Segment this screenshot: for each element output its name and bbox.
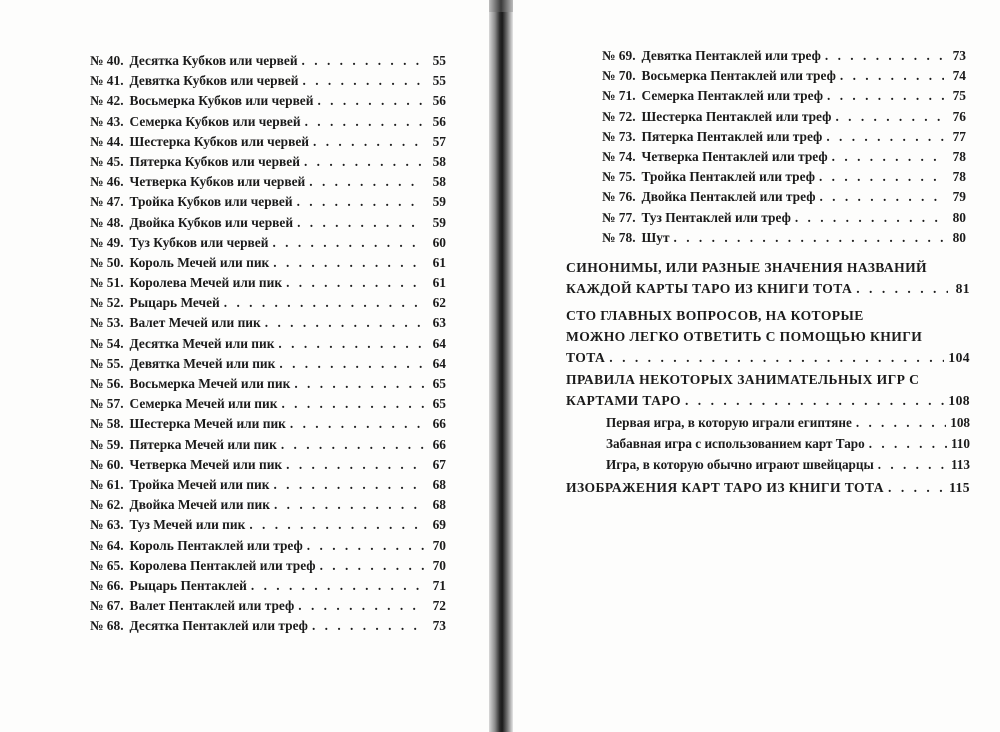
entry-page-number: 66 — [432, 436, 446, 452]
entry-title: Двойка Пентаклей или треф — [641, 189, 816, 205]
entry-title: Шестерка Пентаклей или треф — [641, 108, 832, 124]
dot-leader — [265, 313, 424, 333]
entry-title: Семерка Кубков или червей — [129, 113, 301, 129]
entry-title: Тройка Пентаклей или треф — [641, 169, 815, 185]
entry-title: Валет Пентаклей или треф — [129, 598, 295, 614]
dot-leader — [827, 86, 944, 106]
toc-subentry — [566, 454, 970, 475]
entry-page-number: 69 — [432, 517, 446, 533]
entry-page-number: 58 — [432, 174, 446, 190]
entry-title: Туз Мечей или пик — [129, 517, 246, 533]
entry-page-number: 56 — [432, 113, 446, 129]
entry-page-number: 55 — [432, 53, 446, 68]
toc-entry — [90, 495, 446, 515]
toc-entry — [90, 91, 446, 111]
toc-entry — [90, 515, 446, 535]
dot-leader — [856, 412, 946, 433]
dot-leader — [304, 152, 424, 172]
dot-leader — [251, 576, 424, 596]
subentry-title: Первая игра, в которую играли египтяне — [606, 414, 852, 430]
toc-entry — [90, 152, 446, 172]
entry-page-number: 68 — [432, 497, 446, 513]
entry-number: № 65. — [90, 557, 124, 573]
dot-leader — [273, 475, 424, 495]
entry-number: № 76. — [602, 189, 636, 205]
dot-leader — [273, 253, 424, 273]
entry-title: Королева Пентаклей или треф — [129, 557, 316, 573]
entry-number: № 56. — [90, 376, 124, 391]
entry-number: № 77. — [602, 209, 636, 225]
entry-title: Десятка Пентаклей или треф — [129, 618, 308, 634]
toc-entry — [602, 107, 966, 127]
toc-entry — [602, 127, 966, 147]
dot-leader — [685, 391, 944, 412]
entry-page-number: 73 — [952, 48, 966, 63]
dot-leader — [249, 515, 424, 535]
toc-entry — [90, 414, 446, 434]
section-title-line: МОЖНО ЛЕГКО ОТВЕТИТЬ С ПОМОЩЬЮ КНИГИ — [566, 328, 923, 344]
entry-number: № 42. — [90, 93, 124, 109]
entry-number: № 78. — [602, 229, 636, 245]
entry-title: Двойка Мечей или пик — [129, 497, 270, 513]
dot-leader — [609, 348, 944, 369]
dot-leader — [819, 187, 944, 207]
entry-number: № 48. — [90, 214, 124, 230]
entry-number: № 50. — [90, 254, 124, 270]
dot-leader — [294, 374, 424, 394]
dot-leader — [272, 233, 424, 253]
section-title-line: СТО ГЛАВНЫХ ВОПРОСОВ, НА КОТОРЫЕ — [566, 308, 864, 323]
dot-leader — [224, 293, 424, 313]
entry-title: Пятерка Пентаклей или треф — [641, 128, 823, 144]
dot-leader — [317, 91, 424, 111]
entry-number: № 49. — [90, 234, 124, 250]
toc-entry — [602, 147, 966, 167]
toc-entry — [602, 167, 966, 187]
entry-page-number: 59 — [432, 194, 446, 210]
entry-number: № 72. — [602, 108, 636, 124]
entry-title: Король Мечей или пик — [129, 254, 270, 270]
toc-subentry — [566, 433, 970, 454]
section-title-line-with-page — [566, 391, 970, 412]
entry-page-number: 72 — [432, 598, 446, 614]
toc-section-images — [566, 478, 970, 499]
entry-title: Туз Пентаклей или треф — [641, 209, 791, 225]
entry-page-number: 64 — [432, 335, 446, 351]
entry-title: Королева Мечей или пик — [129, 275, 283, 291]
entry-title: Четверка Мечей или пик — [129, 456, 283, 472]
entry-number: № 69. — [602, 48, 636, 63]
toc-entry — [602, 46, 966, 66]
entry-page-number: 73 — [432, 618, 446, 634]
toc-entry — [90, 334, 446, 354]
entry-title: Восьмерка Пентаклей или треф — [641, 68, 836, 84]
entry-number: № 61. — [90, 476, 124, 492]
entry-title: Двойка Кубков или червей — [129, 214, 294, 230]
dot-leader — [297, 213, 424, 233]
dot-leader — [313, 132, 424, 152]
entry-title: Девятка Пентаклей или треф — [641, 48, 821, 63]
entry-title: Десятка Кубков или червей — [129, 53, 298, 68]
entry-number: № 45. — [90, 153, 124, 169]
entry-number: № 55. — [90, 355, 124, 371]
entry-page-number: 78 — [952, 169, 966, 185]
entry-number: № 74. — [602, 148, 636, 164]
entry-title: Король Пентаклей или треф — [129, 537, 303, 553]
toc-entry — [90, 132, 446, 152]
toc-entry — [90, 475, 446, 495]
entry-number: № 54. — [90, 335, 124, 351]
book-spine — [489, 0, 513, 732]
dot-leader — [888, 478, 945, 499]
section-title-line-with-page — [566, 279, 970, 300]
dot-leader — [819, 167, 944, 187]
section-title-text: КАРТАМИ ТАРО — [566, 392, 681, 408]
toc-entry — [90, 455, 446, 475]
toc-entry — [90, 394, 446, 414]
entry-page-number: 65 — [432, 376, 446, 391]
entry-title: Шестерка Мечей или пик — [129, 416, 286, 432]
toc-section-synonyms — [566, 258, 970, 300]
entry-number: № 67. — [90, 598, 124, 614]
dot-leader — [302, 51, 424, 71]
entry-number: № 57. — [90, 396, 124, 412]
dot-leader — [312, 616, 424, 636]
toc-entry — [90, 273, 446, 293]
entry-title: Девятка Кубков или червей — [129, 73, 299, 89]
toc-entry — [90, 293, 446, 313]
entry-page-number: 64 — [432, 355, 446, 371]
toc-entry — [90, 253, 446, 273]
entry-title: Шут — [641, 229, 670, 245]
entry-title: Пятерка Мечей или пик — [129, 436, 277, 452]
toc-entry — [602, 86, 966, 106]
dot-leader — [286, 273, 424, 293]
dot-leader — [274, 495, 424, 515]
entry-page-number: 78 — [952, 148, 966, 164]
section-page-number: 81 — [955, 280, 970, 296]
entry-title: Туз Кубков или червей — [129, 234, 269, 250]
entry-number: № 66. — [90, 577, 124, 593]
dot-leader — [303, 71, 425, 91]
games-subentries — [566, 412, 970, 475]
subentry-title: Игра, в которую обычно играют швейцарцы — [606, 456, 874, 472]
entry-number: № 46. — [90, 174, 124, 190]
entry-number: № 68. — [90, 618, 124, 634]
entry-title: Восьмерка Кубков или червей — [129, 93, 314, 109]
dot-leader — [281, 394, 424, 414]
entry-number: № 47. — [90, 194, 124, 210]
entry-number: № 44. — [90, 133, 124, 149]
toc-entry — [90, 576, 446, 596]
entry-page-number: 63 — [432, 315, 446, 331]
entry-page-number: 60 — [432, 234, 446, 250]
toc-entry — [90, 313, 446, 333]
dot-leader — [832, 147, 944, 167]
entry-title: Четверка Пентаклей или треф — [641, 148, 828, 164]
entry-title: Девятка Мечей или пик — [129, 355, 276, 371]
right-toc-list — [602, 46, 966, 248]
entry-title: Восьмерка Мечей или пик — [129, 376, 291, 391]
entry-title: Тройка Кубков или червей — [129, 194, 293, 210]
dot-leader — [290, 414, 424, 434]
toc-entry — [90, 71, 446, 91]
entry-number: № 43. — [90, 113, 124, 129]
book-spine-top — [489, 0, 513, 12]
entry-title: Пятерка Кубков или червей — [129, 153, 300, 169]
entry-title: Валет Мечей или пик — [129, 315, 261, 331]
entry-page-number: 58 — [432, 153, 446, 169]
subentry-page-number: 108 — [950, 414, 970, 430]
entry-page-number: 62 — [432, 295, 446, 311]
toc-entry — [90, 536, 446, 556]
section-title-text: ТОТА — [566, 349, 606, 365]
entry-title: Десятка Мечей или пик — [129, 335, 275, 351]
entry-title: Семерка Мечей или пик — [129, 396, 278, 412]
entry-number: № 41. — [90, 73, 124, 89]
section-title-text: КАЖДОЙ КАРТЫ ТАРО ИЗ КНИГИ ТОТА — [566, 280, 853, 296]
entry-page-number: 74 — [952, 68, 966, 84]
left-toc-list — [90, 51, 446, 636]
toc-entry — [602, 228, 966, 248]
entry-page-number: 70 — [432, 537, 446, 553]
section-title-line-with-page — [566, 478, 970, 499]
entry-page-number: 61 — [432, 275, 446, 291]
entry-number: № 40. — [90, 53, 124, 68]
dot-leader — [878, 454, 947, 475]
entry-number: № 63. — [90, 517, 124, 533]
entry-title: Семерка Пентаклей или треф — [641, 88, 823, 104]
entry-title: Рыцарь Пентаклей — [129, 577, 247, 593]
entry-number: № 62. — [90, 497, 124, 513]
toc-entry — [90, 435, 446, 455]
dot-leader — [320, 556, 424, 576]
entry-number: № 52. — [90, 295, 124, 311]
dot-leader — [307, 536, 424, 556]
subentry-title: Забавная игра с использованием карт Таро — [606, 435, 865, 451]
entry-title: Тройка Мечей или пик — [129, 476, 270, 492]
toc-section-games — [566, 370, 970, 475]
entry-number: № 64. — [90, 537, 124, 553]
toc-entry — [602, 208, 966, 228]
toc-entry — [90, 192, 446, 212]
section-title-text: ИЗОБРАЖЕНИЯ КАРТ ТАРО ИЗ КНИГИ ТОТА — [566, 480, 885, 495]
toc-entry — [90, 616, 446, 636]
dot-leader — [825, 46, 944, 66]
dot-leader — [826, 127, 944, 147]
entry-page-number: 59 — [432, 214, 446, 230]
section-page-number: 115 — [949, 480, 970, 495]
entry-page-number: 67 — [432, 456, 446, 472]
entry-page-number: 55 — [432, 73, 446, 89]
entry-page-number: 56 — [432, 93, 446, 109]
dot-leader — [840, 66, 944, 86]
entry-number: № 75. — [602, 169, 636, 185]
toc-entry — [90, 112, 446, 132]
toc-entry — [90, 556, 446, 576]
entry-title: Шестерка Кубков или червей — [129, 133, 310, 149]
toc-entry — [90, 213, 446, 233]
toc-entry — [90, 233, 446, 253]
toc-subentry — [566, 412, 970, 433]
dot-leader — [856, 279, 948, 300]
entry-page-number: 61 — [432, 254, 446, 270]
section-title-line: СИНОНИМЫ, ИЛИ РАЗНЫЕ ЗНАЧЕНИЯ НАЗВАНИЙ — [566, 260, 928, 275]
entry-title: Четверка Кубков или червей — [129, 174, 306, 190]
entry-page-number: 71 — [432, 577, 446, 593]
toc-entry — [602, 187, 966, 207]
entry-number: № 59. — [90, 436, 124, 452]
subentry-page-number: 110 — [950, 435, 970, 451]
entry-number: № 51. — [90, 275, 124, 291]
dot-leader — [305, 112, 424, 132]
dot-leader — [869, 433, 947, 454]
dot-leader — [278, 334, 424, 354]
entry-page-number: 65 — [432, 396, 446, 412]
entry-number: № 53. — [90, 315, 124, 331]
subentry-page-number: 113 — [950, 456, 970, 472]
entry-page-number: 75 — [952, 88, 966, 104]
entry-number: № 70. — [602, 68, 636, 84]
dot-leader — [309, 172, 424, 192]
dot-leader — [835, 107, 944, 127]
section-page-number: 108 — [948, 392, 970, 408]
section-title-line-with-page — [566, 348, 970, 369]
entry-number: № 71. — [602, 88, 636, 104]
entry-page-number: 80 — [952, 209, 966, 225]
entry-page-number: 79 — [952, 189, 966, 205]
toc-entry — [602, 66, 966, 86]
dot-leader — [297, 192, 424, 212]
entry-number: № 60. — [90, 456, 124, 472]
dot-leader — [298, 596, 424, 616]
toc-section-questions — [566, 306, 970, 368]
entry-number: № 73. — [602, 128, 636, 144]
section-title-line: ПРАВИЛА НЕКОТОРЫХ ЗАНИМАТЕЛЬНЫХ ИГР С — [566, 372, 920, 387]
dot-leader — [281, 435, 424, 455]
entry-page-number: 70 — [432, 557, 446, 573]
dot-leader — [795, 208, 944, 228]
toc-entry — [90, 172, 446, 192]
dot-leader — [674, 228, 944, 248]
entry-page-number: 57 — [432, 133, 446, 149]
entry-page-number: 76 — [952, 108, 966, 124]
section-page-number: 104 — [948, 349, 970, 365]
entry-page-number: 80 — [952, 229, 966, 245]
dot-leader — [279, 354, 424, 374]
toc-entry — [90, 374, 446, 394]
toc-entry — [90, 354, 446, 374]
entry-number: № 58. — [90, 416, 124, 432]
dot-leader — [286, 455, 424, 475]
entry-page-number: 68 — [432, 476, 446, 492]
entry-page-number: 66 — [432, 416, 446, 432]
entry-page-number: 77 — [952, 128, 966, 144]
entry-title: Рыцарь Мечей — [129, 295, 220, 311]
toc-entry — [90, 51, 446, 71]
toc-entry — [90, 596, 446, 616]
